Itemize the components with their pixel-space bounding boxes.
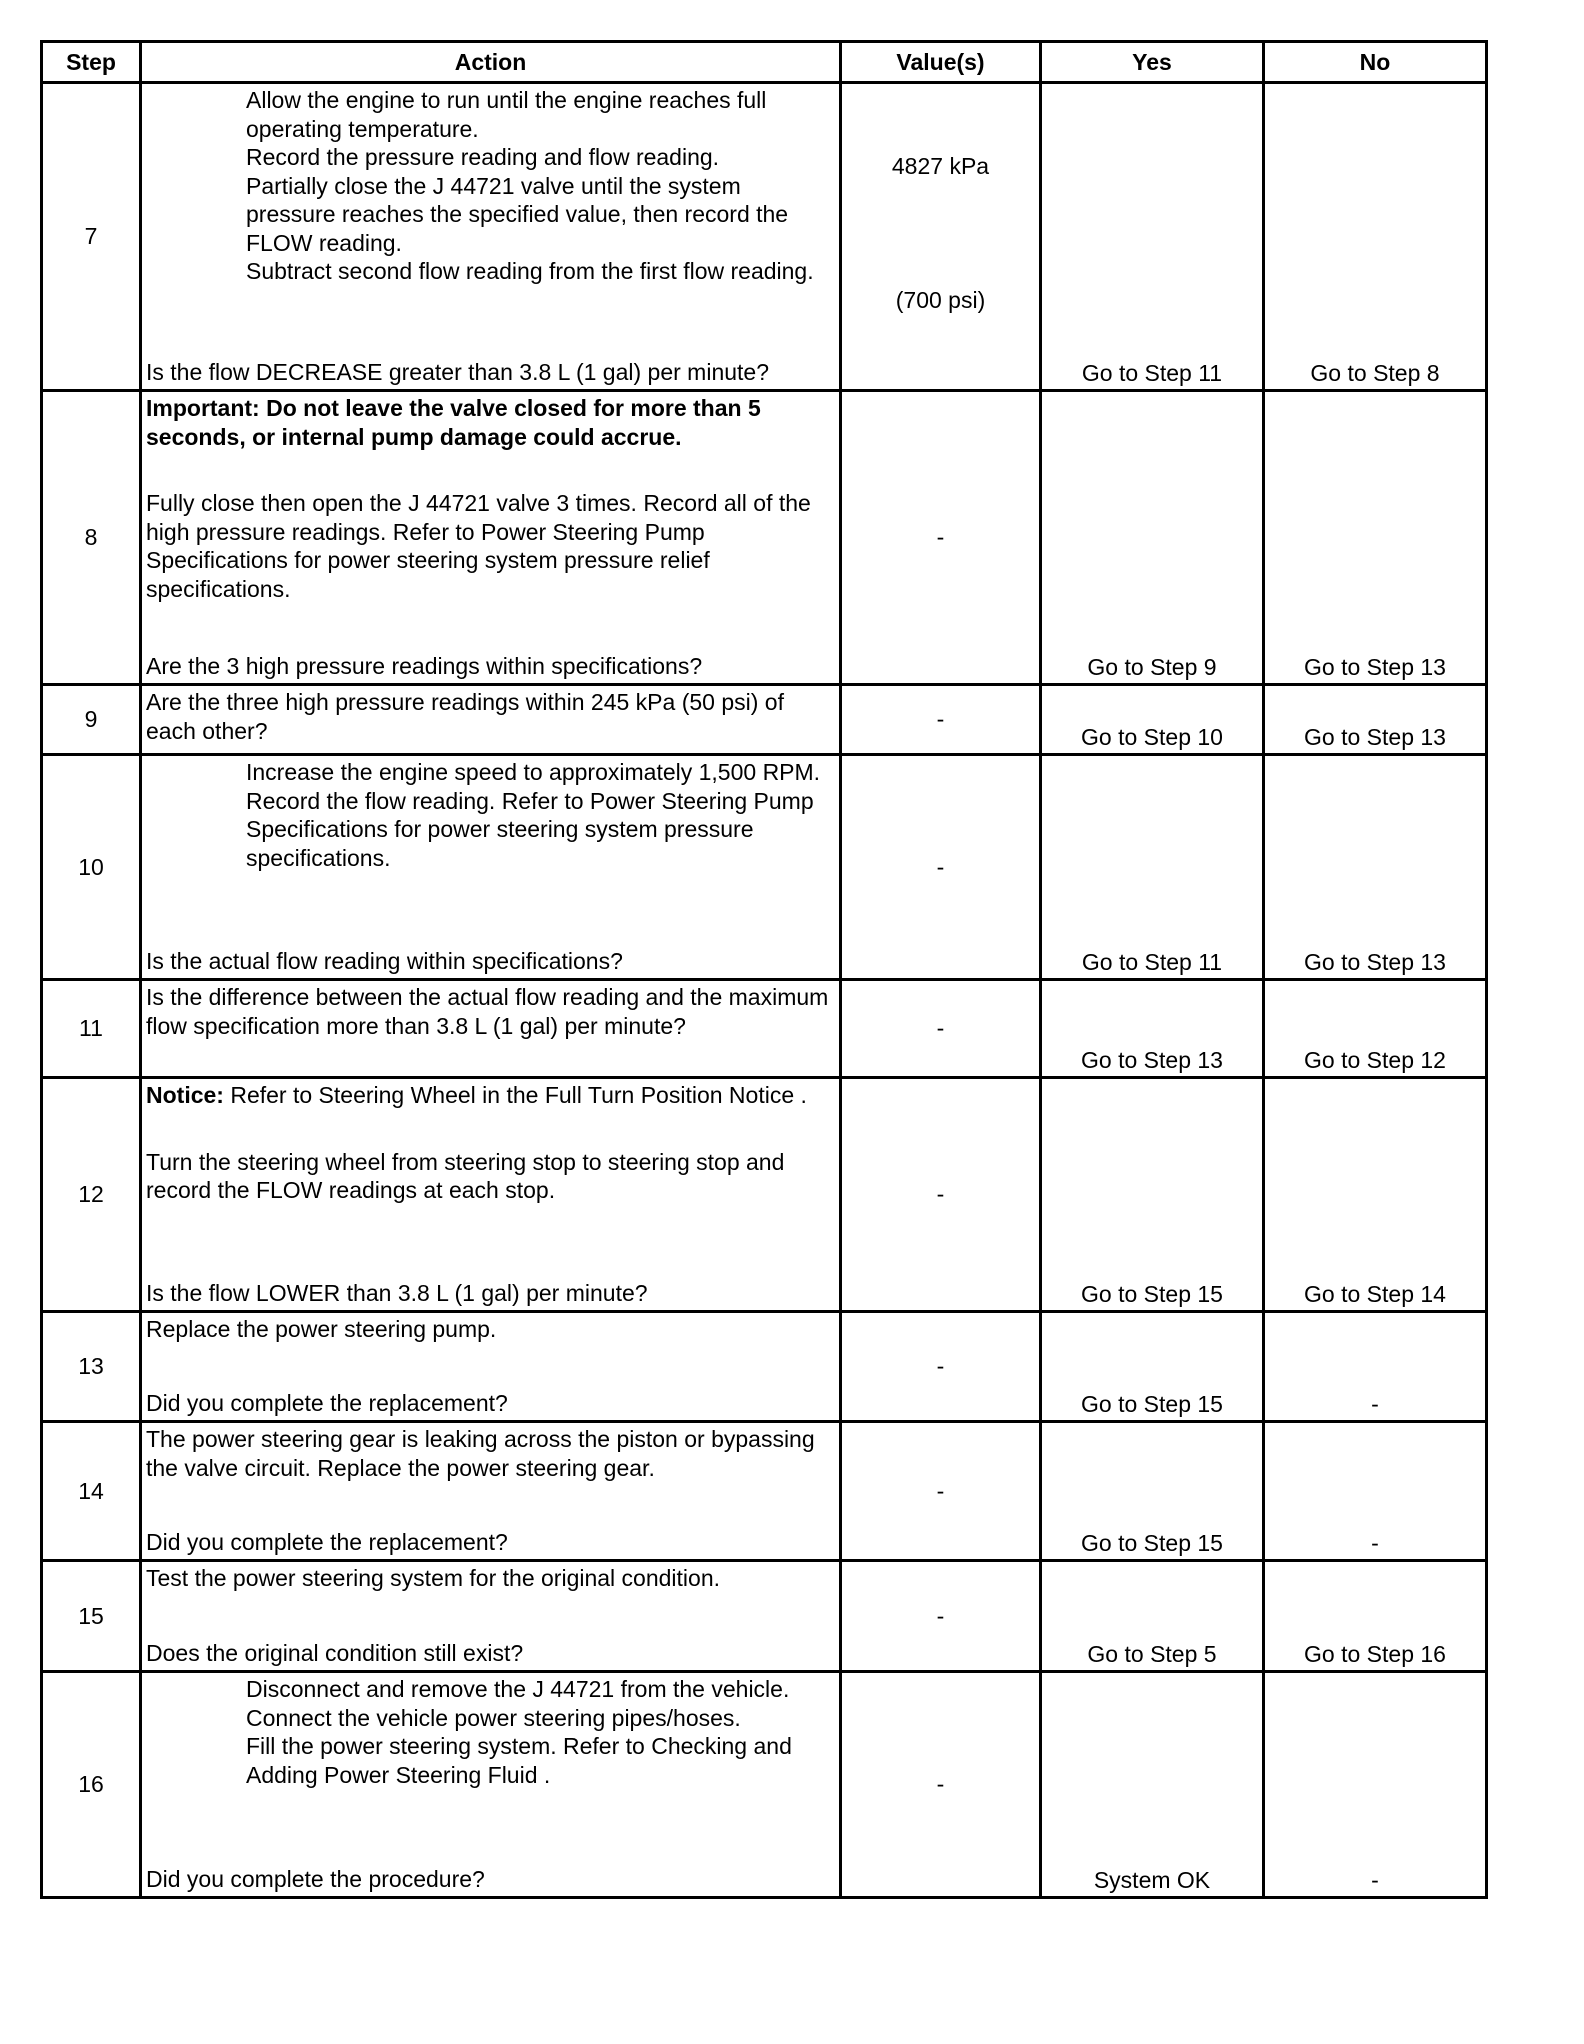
value-kpa: 4827 kPa <box>891 153 990 179</box>
yes-cell <box>1041 1672 1264 1898</box>
value-cell: - <box>841 1422 1041 1561</box>
no-label: - <box>1371 1866 1379 1893</box>
no-label: Go to Step 13 <box>1304 948 1446 975</box>
value-cell: - <box>841 1312 1041 1422</box>
action-cell <box>141 1561 841 1672</box>
action-line: Increase the engine speed to approximately 1,500 RPM. <box>246 759 821 785</box>
yes-label: Go to Step 11 <box>1081 948 1223 975</box>
no-cell <box>1264 83 1487 391</box>
yes-label: Go to Step 11 <box>1081 359 1223 386</box>
no-cell <box>1264 1672 1487 1898</box>
step-number: 14 <box>42 1422 141 1561</box>
header-values: Value(s) <box>841 42 1041 83</box>
table-row <box>42 1561 1487 1672</box>
no-label: Go to Step 14 <box>1304 1280 1446 1307</box>
action-cell <box>141 685 841 755</box>
step-number: 9 <box>42 685 141 755</box>
action-question: Is the difference between the actual flow reading and the maximum flow specification more than 3.8 L (1 gal) per minute? <box>146 984 829 1039</box>
notice-label: Notice: <box>146 1082 224 1108</box>
action-cell <box>141 1078 841 1312</box>
notice-text: Refer to Steering Wheel in the Full Turn Position Notice . <box>223 1082 807 1108</box>
yes-label: Go to Step 15 <box>1081 1280 1223 1307</box>
yes-cell <box>1041 391 1264 685</box>
action-cell <box>141 755 841 980</box>
value-cell: - <box>841 391 1041 685</box>
yes-label: Go to Step 15 <box>1081 1529 1223 1556</box>
no-cell <box>1264 980 1487 1078</box>
action-question: Did you complete the replacement? <box>146 1389 508 1416</box>
step-number: 16 <box>42 1672 141 1898</box>
action-line: Fill the power steering system. Refer to Checking and Adding Power Steering Fluid . <box>246 1733 792 1788</box>
table-row <box>42 1312 1487 1422</box>
yes-label: Go to Step 13 <box>1081 1046 1223 1073</box>
action-body: The power steering gear is leaking across the piston or bypassing the valve circuit. Replace the power steering gear. <box>146 1426 815 1481</box>
action-question: Did you complete the procedure? <box>146 1865 485 1892</box>
no-cell <box>1264 1422 1487 1561</box>
no-label: - <box>1371 1529 1379 1556</box>
yes-label: System OK <box>1093 1866 1211 1893</box>
table-row <box>42 980 1487 1078</box>
action-cell <box>141 391 841 685</box>
table-row <box>42 83 1487 391</box>
action-line: Disconnect and remove the J 44721 from the vehicle. <box>246 1676 790 1702</box>
table-row <box>42 391 1487 685</box>
action-body: Turn the steering wheel from steering stop to steering stop and record the FLOW readings at each stop. <box>146 1148 785 1203</box>
action-line: Record the pressure reading and flow reading. <box>246 144 720 170</box>
yes-cell <box>1041 685 1264 755</box>
yes-label: Go to Step 15 <box>1081 1390 1223 1417</box>
step-number: 8 <box>42 391 141 685</box>
value-cell: - <box>841 1561 1041 1672</box>
action-body: Fully close then open the J 44721 valve 3 times. Record all of the high pressure readings. Refer to Power Steering Pump Specifications for power steering system pressure relief specifications. <box>146 490 811 602</box>
no-cell <box>1264 1078 1487 1312</box>
action-body: Replace the power steering pump. <box>146 1316 497 1342</box>
yes-cell <box>1041 1561 1264 1672</box>
action-cell <box>141 83 841 391</box>
action-line: Record the flow reading. Refer to Power Steering Pump Specifications for power steering system pressure specifications. <box>246 787 814 871</box>
header-no: No <box>1264 42 1487 83</box>
table-row <box>42 1672 1487 1898</box>
important-label: Important: <box>146 395 260 421</box>
header-action: Action <box>141 42 841 83</box>
no-cell <box>1264 685 1487 755</box>
value-psi: (700 psi) <box>895 287 986 313</box>
no-cell <box>1264 1561 1487 1672</box>
action-cell <box>141 980 841 1078</box>
header-step: Step <box>42 42 141 83</box>
step-number: 15 <box>42 1561 141 1672</box>
yes-cell <box>1041 1078 1264 1312</box>
action-line: Subtract second flow reading from the first flow reading. <box>246 258 814 284</box>
step-number: 7 <box>42 83 141 391</box>
table-row <box>42 1078 1487 1312</box>
yes-label: Go to Step 5 <box>1087 1640 1217 1667</box>
no-cell <box>1264 755 1487 980</box>
important-text: Do not leave the valve closed for more than 5 seconds, or internal pump damage could accrue. <box>146 395 761 450</box>
step-number: 13 <box>42 1312 141 1422</box>
table-row <box>42 1422 1487 1561</box>
value-cell <box>841 83 1041 391</box>
action-question: Is the flow DECREASE greater than 3.8 L (1 gal) per minute? <box>146 358 770 385</box>
no-cell <box>1264 1312 1487 1422</box>
action-line: Partially close the J 44721 valve until the system pressure reaches the specified value, then record the FLOW reading. <box>246 172 789 256</box>
action-cell <box>141 1312 841 1422</box>
value-cell: - <box>841 685 1041 755</box>
table-row <box>42 685 1487 755</box>
no-cell <box>1264 391 1487 685</box>
table-row <box>42 755 1487 980</box>
value-cell: - <box>841 755 1041 980</box>
yes-label: Go to Step 10 <box>1081 723 1223 750</box>
yes-label: Go to Step 9 <box>1087 653 1217 680</box>
action-line: Allow the engine to run until the engine reaches full operating temperature. <box>246 87 767 142</box>
step-number: 10 <box>42 755 141 980</box>
action-question: Is the flow LOWER than 3.8 L (1 gal) per minute? <box>146 1279 648 1306</box>
value-cell: - <box>841 1672 1041 1898</box>
no-label: - <box>1371 1390 1379 1417</box>
action-question: Does the original condition still exist? <box>146 1639 524 1666</box>
yes-cell <box>1041 1312 1264 1422</box>
header-yes: Yes <box>1041 42 1264 83</box>
header-row <box>42 42 1487 83</box>
action-cell <box>141 1422 841 1561</box>
yes-cell <box>1041 980 1264 1078</box>
action-body: Test the power steering system for the original condition. <box>146 1565 721 1591</box>
action-cell <box>141 1672 841 1898</box>
yes-cell <box>1041 1422 1264 1561</box>
yes-cell <box>1041 755 1264 980</box>
step-number: 11 <box>42 980 141 1078</box>
no-label: Go to Step 13 <box>1304 653 1446 680</box>
action-question: Are the 3 high pressure readings within specifications? <box>146 652 703 679</box>
notice-note <box>146 1081 831 1110</box>
no-label: Go to Step 13 <box>1304 723 1446 750</box>
action-line: Connect the vehicle power steering pipes/hoses. <box>246 1704 741 1731</box>
important-note <box>146 394 831 451</box>
step-number: 12 <box>42 1078 141 1312</box>
value-cell: - <box>841 1078 1041 1312</box>
value-cell: - <box>841 980 1041 1078</box>
action-question: Is the actual flow reading within specifications? <box>146 947 623 974</box>
yes-cell <box>1041 83 1264 391</box>
no-label: Go to Step 12 <box>1304 1046 1446 1073</box>
action-question: Are the three high pressure readings within 245 kPa (50 psi) of each other? <box>146 689 784 744</box>
action-question: Did you complete the replacement? <box>146 1528 508 1555</box>
diagnostic-table <box>40 40 1488 1899</box>
no-label: Go to Step 8 <box>1310 359 1440 386</box>
no-label: Go to Step 16 <box>1304 1640 1446 1667</box>
